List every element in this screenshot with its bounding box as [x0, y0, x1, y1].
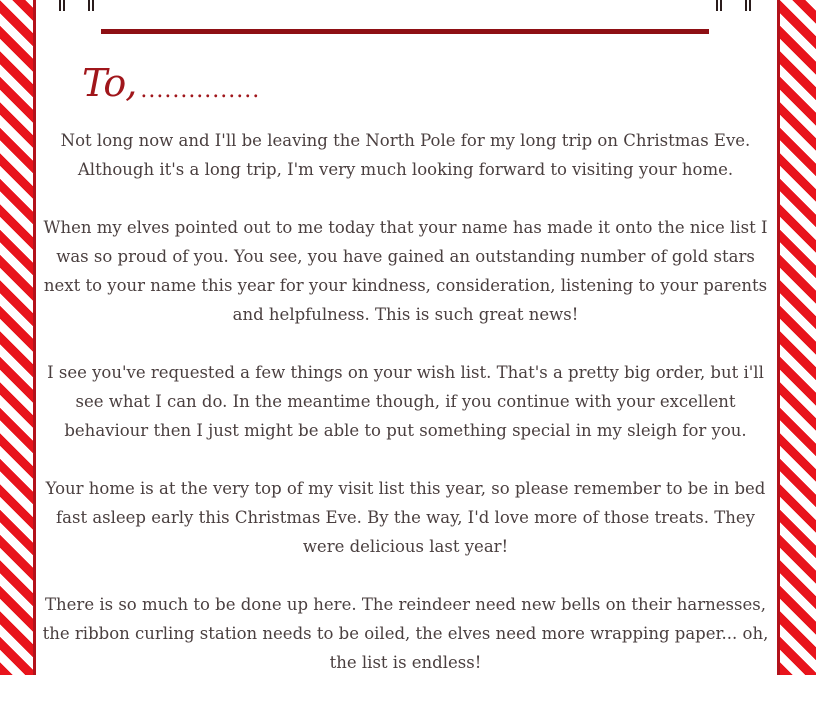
letter-paragraph: I see you've requested a few things on your wish list. That's a pretty big order, but i'll see what I can do. In the meantime though, if you continue with your excellent behaviour then I just might be able to put something special in my sleigh for you. [47, 363, 764, 440]
candy-cane-border-right [780, 0, 816, 675]
ornament-tick [716, 0, 722, 11]
ornament-tick [745, 0, 751, 11]
ornament-tick [88, 0, 94, 11]
header-ornament-left [59, 0, 94, 12]
header-rule [101, 29, 709, 34]
header-ornament-right [716, 0, 751, 12]
salutation-word: To, [82, 61, 137, 105]
candy-cane-border-left [0, 0, 33, 675]
letter-paragraph: There is so much to be done up here. The reindeer need new bells on their harnesses, the ribbon curling station needs to be oiled, the elves need more wrapping paper... oh, the list is endless! [42, 595, 769, 672]
ornament-tick [59, 0, 65, 11]
frame-line-right [777, 0, 780, 675]
letter-body [42, 126, 769, 706]
frame-line-left [33, 0, 36, 675]
letter-paragraph: Your home is at the very top of my visit list this year, so please remember to be in bed fast asleep early this Christmas Eve. By the way, I'd love more of those treats. They were delicious last year! [45, 479, 766, 556]
letter-paragraph: When my elves pointed out to me today that your name has made it onto the nice list I was so proud of you. You see, you have gained an outstanding number of gold stars next to your name this year for your kindness, consideration, listening to your parents and helpfulness. This is such great news! [43, 218, 768, 324]
salutation [82, 56, 260, 106]
salutation-name-blank: ............... [140, 78, 261, 103]
letter-paragraph: Not long now and I'll be leaving the North Pole for my long trip on Christmas Eve. Although it's a long trip, I'm very much looking forward to visiting your home. [60, 131, 751, 179]
